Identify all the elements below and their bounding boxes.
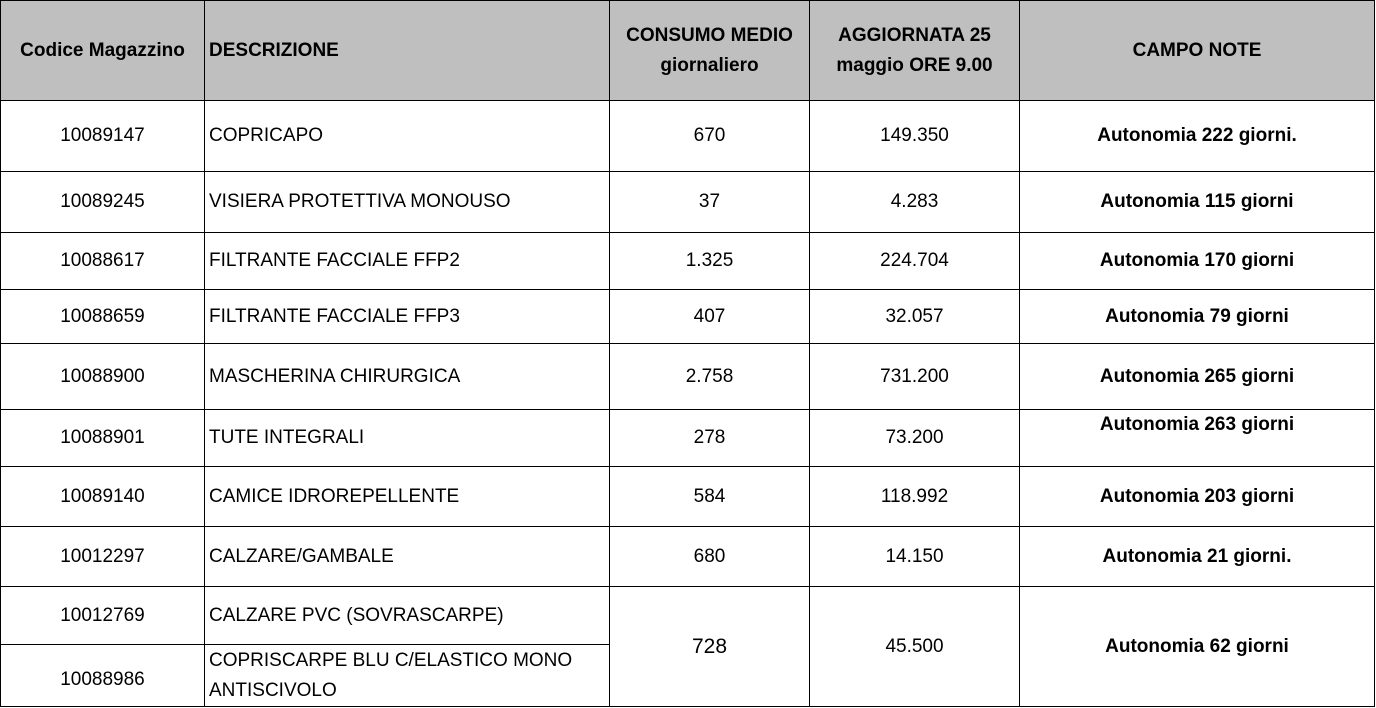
cell-updated: 14.150 [810,527,1020,587]
cell-updated: 731.200 [810,344,1020,410]
cell-note: Autonomia 79 giorni [1020,290,1375,344]
cell-note: Autonomia 115 giorni [1020,172,1375,233]
cell-updated-merged: 45.500 [810,587,1020,707]
table-row [1,587,1375,645]
cell-code: 10012297 [1,527,205,587]
description-line2: ANTISCIVOLO [209,679,337,701]
cell-consumption: 670 [610,101,810,172]
cell-note: Autonomia 21 giorni. [1020,527,1375,587]
cell-consumption: 584 [610,467,810,527]
cell-description: COPRICAPO [205,101,610,172]
cell-updated: 32.057 [810,290,1020,344]
table-row [1,290,1375,344]
cell-description: CAMICE IDROREPELLENTE [205,467,610,527]
cell-description [205,645,610,707]
cell-consumption-merged: 728 [610,587,810,707]
cell-description: TUTE INTEGRALI [205,410,610,467]
table-row [1,233,1375,290]
cell-code: 10088617 [1,233,205,290]
cell-description: CALZARE PVC (SOVRASCARPE) [205,587,610,645]
header-description: DESCRIZIONE [205,1,610,101]
table-row [1,101,1375,172]
header-consumption-line2: giornaliero [660,54,759,76]
cell-code: 10088900 [1,344,205,410]
cell-note: Autonomia 263 giorni [1020,410,1375,467]
cell-note-merged: Autonomia 62 giorni [1020,587,1375,707]
header-updated [810,1,1020,101]
header-row [1,1,1375,101]
cell-code: 10089245 [1,172,205,233]
header-notes: CAMPO NOTE [1020,1,1375,101]
cell-updated: 73.200 [810,410,1020,467]
cell-consumption: 1.325 [610,233,810,290]
cell-code: 10088986 [1,645,205,707]
cell-code: 10088659 [1,290,205,344]
table-row [1,172,1375,233]
cell-note: Autonomia 203 giorni [1020,467,1375,527]
header-updated-line2: maggio ORE 9.00 [836,54,993,76]
table-row [1,527,1375,587]
cell-consumption: 278 [610,410,810,467]
table-row [1,410,1375,467]
cell-consumption: 407 [610,290,810,344]
cell-note: Autonomia 222 giorni. [1020,101,1375,172]
cell-consumption: 2.758 [610,344,810,410]
cell-note: Autonomia 170 giorni [1020,233,1375,290]
cell-updated: 4.283 [810,172,1020,233]
cell-description: FILTRANTE FACCIALE FFP3 [205,290,610,344]
cell-updated: 224.704 [810,233,1020,290]
cell-code: 10089140 [1,467,205,527]
header-code: Codice Magazzino [1,1,205,101]
header-consumption-line1: CONSUMO MEDIO [626,24,793,46]
cell-note: Autonomia 265 giorni [1020,344,1375,410]
description-line1: COPRISCARPE BLU C/ELASTICO MONO [209,649,573,671]
table-row [1,467,1375,527]
cell-consumption: 37 [610,172,810,233]
cell-code: 10088901 [1,410,205,467]
cell-description: FILTRANTE FACCIALE FFP2 [205,233,610,290]
cell-description: VISIERA PROTETTIVA MONOUSO [205,172,610,233]
cell-updated: 149.350 [810,101,1020,172]
cell-consumption: 680 [610,527,810,587]
header-consumption [610,1,810,101]
cell-description: CALZARE/GAMBALE [205,527,610,587]
header-updated-line1: AGGIORNATA 25 [838,24,991,46]
table-row [1,344,1375,410]
cell-code: 10089147 [1,101,205,172]
cell-code: 10012769 [1,587,205,645]
cell-description: MASCHERINA CHIRURGICA [205,344,610,410]
cell-updated: 118.992 [810,467,1020,527]
